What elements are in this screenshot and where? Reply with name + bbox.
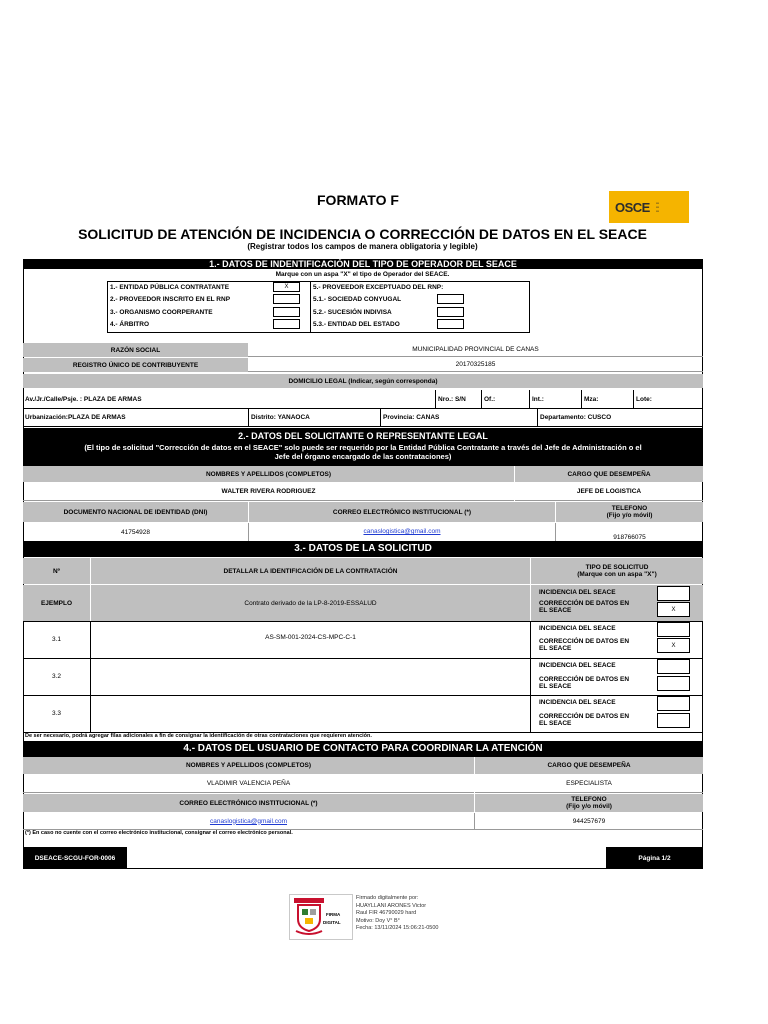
- incidencia-checkbox[interactable]: [657, 696, 690, 711]
- signature-line: Fecha: 13/11/2024 15:06:21-0500: [356, 925, 439, 931]
- dni-label: DOCUMENTO NACIONAL DE IDENTIDAD (DNI): [23, 502, 248, 522]
- operator-option-checkbox[interactable]: [437, 319, 464, 329]
- nro-field[interactable]: Nro.: S/N: [438, 395, 466, 403]
- operator-option-label: 2.- PROVEEDOR INSCRITO EN EL RNP: [110, 296, 231, 303]
- contacto-email-label: CORREO ELECTRÓNICO INSTITUCIONAL (*): [23, 794, 474, 812]
- contacto-phone-sub: (Fijo y/o móvil): [566, 803, 612, 810]
- solicitante-email-value[interactable]: canaslogistica@gmail.com: [363, 528, 441, 535]
- incidencia-checkbox[interactable]: [657, 622, 690, 637]
- osce-logo: [609, 191, 689, 223]
- subtitle: (Registrar todos los campos de manera obligatoria y legible): [247, 242, 478, 251]
- correccion-label: CORRECCIÓN DE DATOS EN EL SEACE: [539, 676, 630, 690]
- osce-logo-tagline: ▪▪▪ ▪▪▪ ▪▪▪: [655, 201, 660, 213]
- request-row-detail[interactable]: AS-SM-001-2024-CS-MPC-C-1: [265, 633, 356, 641]
- incidencia-label: INCIDENCIA DEL SEACE: [539, 698, 616, 706]
- section3-footnote: De ser necesario, podrá agregar filas adicionales a fin de consignar la identificación de otras contrataciones que requieren atención.: [25, 733, 372, 739]
- dni-value[interactable]: 41754928: [121, 528, 150, 536]
- incidencia-checkbox[interactable]: [657, 659, 690, 674]
- solicitante-phone-label-cell: [556, 502, 703, 522]
- provincia-field[interactable]: Provincia: CANAS: [383, 414, 440, 421]
- contacto-phone-value[interactable]: 944257679: [572, 817, 606, 825]
- of-field[interactable]: Of.:: [484, 395, 496, 403]
- solicitante-phone-sub: (Fijo y/o móvil): [606, 512, 653, 519]
- operator-option-label: 4.- ÁRBITRO: [110, 321, 149, 328]
- operator-option-label: 3.- ORGANISMO COORPERANTE: [110, 309, 213, 316]
- request-row-no: 3.1: [51, 636, 62, 643]
- incidencia-checkbox[interactable]: [657, 586, 690, 601]
- solicitante-cargo-label: CARGO QUE DESEMPEÑA: [515, 466, 703, 482]
- request-row-no: 3.3: [51, 710, 62, 717]
- razon-social-label: RAZÓN SOCIAL: [23, 343, 248, 357]
- request-row-detail[interactable]: [91, 659, 530, 694]
- solicitante-phone-value[interactable]: 918766075: [613, 534, 646, 541]
- operator-option-label: 5.3.- ENTIDAD DEL ESTADO: [313, 321, 400, 328]
- ruc-label: REGISTRO ÚNICO DE CONTRIBUYENTE: [23, 358, 248, 372]
- format-title: FORMATO F: [317, 192, 399, 208]
- section2-note-line1: (El tipo de solicitud "Corrección de datos en el SEACE" solo puede ser requerido por la Entidad Pública Contratante a través del Jefe de Administración o el: [84, 443, 642, 452]
- incidencia-label: INCIDENCIA DEL SEACE: [539, 588, 616, 596]
- contacto-phone-label: TELEFONO: [571, 796, 607, 803]
- section3-title: 3.- DATOS DE LA SOLICITUD: [23, 541, 703, 557]
- operator-option-checkbox[interactable]: [273, 307, 300, 317]
- page-number: Página 1/2: [606, 847, 703, 869]
- col-type-label: TIPO DE SOLICITUD: [585, 564, 649, 571]
- urbanizacion-field[interactable]: Urbanización:PLAZA DE ARMAS: [25, 414, 126, 421]
- contacto-email-value[interactable]: canaslogistica@gmail.com: [209, 817, 288, 825]
- operator-option-label: 5.- PROVEEDOR EXCEPTUADO DEL RNP:: [313, 284, 444, 291]
- osce-logo-text: OSCE: [615, 199, 650, 215]
- correccion-checkbox[interactable]: X: [657, 602, 690, 617]
- request-row-detail[interactable]: [91, 696, 530, 731]
- ruc-value[interactable]: 20170325185: [248, 358, 703, 372]
- distrito-field[interactable]: Distrito: YANAOCA: [251, 414, 310, 421]
- operator-option-label: 5.2.- SUCESIÓN INDIVISA: [313, 309, 392, 316]
- stamp-top-text: FIRMA: [326, 912, 341, 917]
- section1-instruction: Marque con un aspa "X" el tipo de Operador del SEACE.: [275, 271, 450, 278]
- correccion-label: CORRECCIÓN DE DATOS EN EL SEACE: [539, 638, 630, 652]
- contacto-phone-label-cell: [475, 794, 703, 812]
- street-field[interactable]: Av./Jr./Calle/Psje. : PLAZA DE ARMAS: [25, 395, 142, 403]
- signature-line: Motivo: Doy V° B°: [356, 917, 400, 924]
- signature-details: [356, 895, 438, 933]
- solicitante-phone-label: TELEFONO: [611, 505, 648, 512]
- signature-line: HUAYLLANI ARONES Victor: [356, 902, 427, 909]
- stamp-bottom-text: DIGITAL: [323, 920, 341, 925]
- correccion-checkbox[interactable]: X: [657, 638, 690, 653]
- form-code: DSEACE-SCGU-FOR-0006: [23, 847, 127, 869]
- solicitante-email-cell: [249, 523, 555, 539]
- operator-option-label: 1.- ENTIDAD PÚBLICA CONTRATANTE: [110, 284, 230, 291]
- operator-option-checkbox[interactable]: [273, 319, 300, 329]
- section2-title: 2.- DATOS DEL SOLICITANTE O REPRESENTANTE LEGAL: [238, 431, 488, 441]
- contacto-cargo-label: CARGO QUE DESEMPEÑA: [475, 757, 703, 774]
- incidencia-label: INCIDENCIA DEL SEACE: [539, 624, 616, 632]
- departamento-field[interactable]: Departamento: CUSCO: [540, 414, 612, 421]
- request-row-no: EJEMPLO: [23, 585, 90, 621]
- solicitante-name-label: NOMBRES Y APELLIDOS (COMPLETOS): [23, 466, 514, 482]
- solicitante-email-label: CORREO ELECTRÓNICO INSTITUCIONAL (*): [249, 502, 555, 522]
- section4-footnote: (*) En caso no cuente con el correo electrónico institucional, consignar el correo electrónico personal.: [25, 830, 293, 836]
- operator-option-checkbox[interactable]: [273, 294, 300, 304]
- contacto-name-value[interactable]: VLADIMIR VALENCIA PEÑA: [23, 775, 474, 793]
- section4-title: 4.- DATOS DEL USUARIO DE CONTACTO PARA COORDINAR LA ATENCIÓN: [23, 741, 703, 757]
- section1-title: 1.- DATOS DE INDENTIFICACIÓN DEL TIPO DE OPERADOR DEL SEACE: [23, 259, 703, 269]
- solicitante-cargo-value[interactable]: JEFE DE LOGISTICA: [515, 483, 703, 501]
- correccion-checkbox[interactable]: [657, 676, 690, 691]
- col-type-header: [531, 558, 703, 584]
- operator-option-label: 5.1.- SOCIEDAD CONYUGAL: [313, 296, 402, 303]
- operator-option-checkbox[interactable]: [437, 294, 464, 304]
- contacto-email-cell: [23, 814, 474, 828]
- signature-line: Raul FIR 46790029 hard: [356, 910, 417, 916]
- col-detail-header: DETALLAR LA IDENTIFICACIÓN DE LA CONTRATACIÓN: [91, 558, 530, 584]
- operator-option-checkbox[interactable]: X: [273, 282, 300, 292]
- signature-stamp: [289, 894, 353, 940]
- col-no-header: Nº: [23, 558, 90, 584]
- request-row-no: 3.2: [51, 673, 62, 680]
- domicilio-label: DOMICILIO LEGAL (Indicar, según corresponda): [23, 374, 703, 388]
- razon-social-value[interactable]: MUNICIPALIDAD PROVINCIAL DE CANAS: [248, 343, 703, 357]
- correccion-label: CORRECCIÓN DE DATOS EN EL SEACE: [539, 713, 630, 727]
- solicitante-name-value[interactable]: WALTER RIVERA RODRIGUEZ: [23, 483, 514, 501]
- incidencia-label: INCIDENCIA DEL SEACE: [539, 661, 616, 669]
- contacto-cargo-value[interactable]: ESPECIALISTA: [475, 775, 703, 793]
- section2-note-line2: Jefe del órgano encargado de las contrataciones): [274, 452, 452, 461]
- peru-coat-of-arms-icon: [290, 895, 352, 939]
- int-field[interactable]: Int.:: [532, 395, 544, 403]
- contacto-name-label: NOMBRES Y APELLIDOS (COMPLETOS): [23, 757, 474, 774]
- correccion-checkbox[interactable]: [657, 713, 690, 728]
- signature-line: Firmado digitalmente por:: [356, 895, 419, 901]
- correccion-label: CORRECCIÓN DE DATOS EN EL SEACE: [539, 600, 630, 614]
- section2-header: [23, 428, 703, 466]
- operator-option-checkbox[interactable]: [437, 307, 464, 317]
- col-type-sub: (Marque con un aspa "X"): [577, 571, 657, 578]
- mza-field[interactable]: Mza:: [584, 395, 599, 403]
- request-row-detail: Contrato derivado de la LP-8-2019-ESSALUD: [91, 585, 530, 621]
- main-title: SOLICITUD DE ATENCIÓN DE INCIDENCIA O CORRECCIÓN DE DATOS EN EL SEACE: [78, 226, 647, 242]
- lote-field[interactable]: Lote:: [636, 395, 652, 403]
